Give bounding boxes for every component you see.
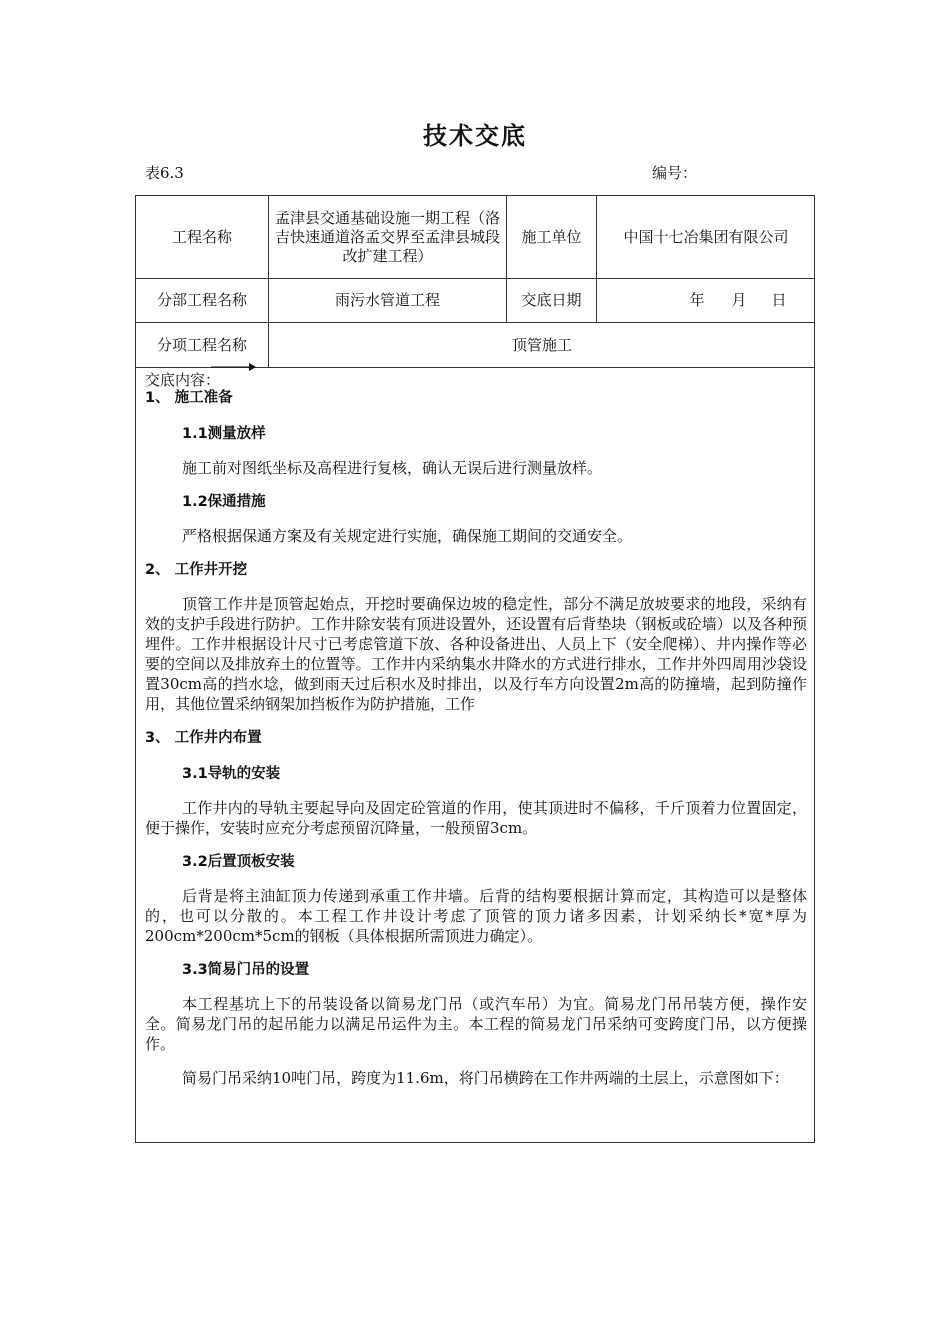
disclosure-date-label: 交底日期 bbox=[521, 291, 582, 309]
section-1-2-heading: 1.2保通措施 bbox=[182, 494, 266, 510]
section-1-2-text: 严格根据保通方案及有关规定进行实施，确保施工期间的交通安全。 bbox=[182, 527, 633, 545]
division-name-value: 雨污水管道工程 bbox=[334, 291, 440, 309]
form-number: 表6.3 bbox=[145, 164, 184, 182]
section-3-2-heading: 3.2后置顶板安装 bbox=[182, 854, 295, 870]
section-2-heading: 2、 工作井开挖 bbox=[145, 562, 248, 578]
section-1-1-text: 施工前对图纸坐标及高程进行复核，确认无误后进行测量放样。 bbox=[182, 459, 603, 477]
project-name-value: 孟津县交通基础设施一期工程（洛吉快速通道洛孟交界至孟津县城段改扩建工程） bbox=[275, 208, 501, 265]
section-3-3-heading: 3.3简易门吊的设置 bbox=[182, 962, 310, 978]
section-3-2-text: 后背是将主油缸顶力传递到承重工作井墙。后背的结构要根据计算而定，其构造可以是整体的，也可以分散的。本工程工作井设计考虑了顶管的顶力诸多因素，计划采纳长*宽*厚为200cm*200cm*5cm的钢板（具体根据所需顶进力确定）。 bbox=[145, 887, 807, 945]
section-3-1-text: 工作井内的导轨主要起导向及固定砼管道的作用，使其顶进时不偏移，千斤顶着力位置固定，便于操作，安装时应充分考虑预留沉降量，一般预留3cm。 bbox=[145, 799, 807, 837]
date-month: 月 bbox=[731, 291, 747, 309]
section-2-text: 顶管工作井是顶管起始点，开挖时要确保边坡的稳定性，部分不满足放坡要求的地段，采纳有效的支护手段进行防护。工作井除安装有顶进设置外，还设置有后背垫块（钢板或砼墙）以及各种预埋件。工作井根据设计尺寸已考虑管道下放、各种设备进出、人员上下（安全爬梯）、井内操作等必要的空间以及排放弃土的位置等。工作井内采纳集水井降水的方式进行排水，工作井外四周用沙袋设置30cm高的挡水埝，做到雨天过后积水及时排出，以及行车方向设置2m高的防撞墙，起到防撞作用，其他位置采纳钢架加挡板作为防护措施，工作 bbox=[145, 595, 807, 713]
disclosure-form bbox=[135, 195, 815, 1143]
item-name-label: 分项工程名称 bbox=[156, 335, 247, 354]
document-title: 技术交底 bbox=[423, 122, 527, 150]
division-name-label: 分部工程名称 bbox=[156, 291, 247, 309]
item-name-value: 顶管施工 bbox=[511, 335, 572, 354]
project-name-label: 工程名称 bbox=[171, 227, 232, 246]
section-3-3-text-1: 本工程基坑上下的吊装设备以简易龙门吊（或汽车吊）为宜。简易龙门吊吊装方便，操作安全。简易龙门吊的起吊能力以满足吊运件为主。本工程的简易龙门吊采纳可变跨度门吊，以方便操作。 bbox=[145, 995, 807, 1053]
section-1-heading: 1、 施工准备 bbox=[145, 390, 233, 406]
section-3-3-text-2: 简易门吊采纳10吨门吊，跨度为11.6m，将门吊横跨在工作井两端的土层上，示意图如下： bbox=[182, 1069, 789, 1087]
section-1-1-heading: 1.1测量放样 bbox=[182, 426, 266, 442]
section-3-heading: 3、 工作井内布置 bbox=[145, 730, 262, 746]
contractor-label: 施工单位 bbox=[521, 227, 582, 246]
disclosure-content bbox=[145, 372, 807, 1088]
serial-number-label: 编号： bbox=[652, 164, 698, 182]
contractor-value: 中国十七冶集团有限公司 bbox=[623, 227, 789, 246]
content-lead: 交底内容： bbox=[145, 371, 221, 389]
section-3-1-heading: 3.1导轨的安装 bbox=[182, 766, 281, 782]
date-year: 年 bbox=[689, 291, 705, 309]
date-day: 日 bbox=[771, 291, 787, 309]
